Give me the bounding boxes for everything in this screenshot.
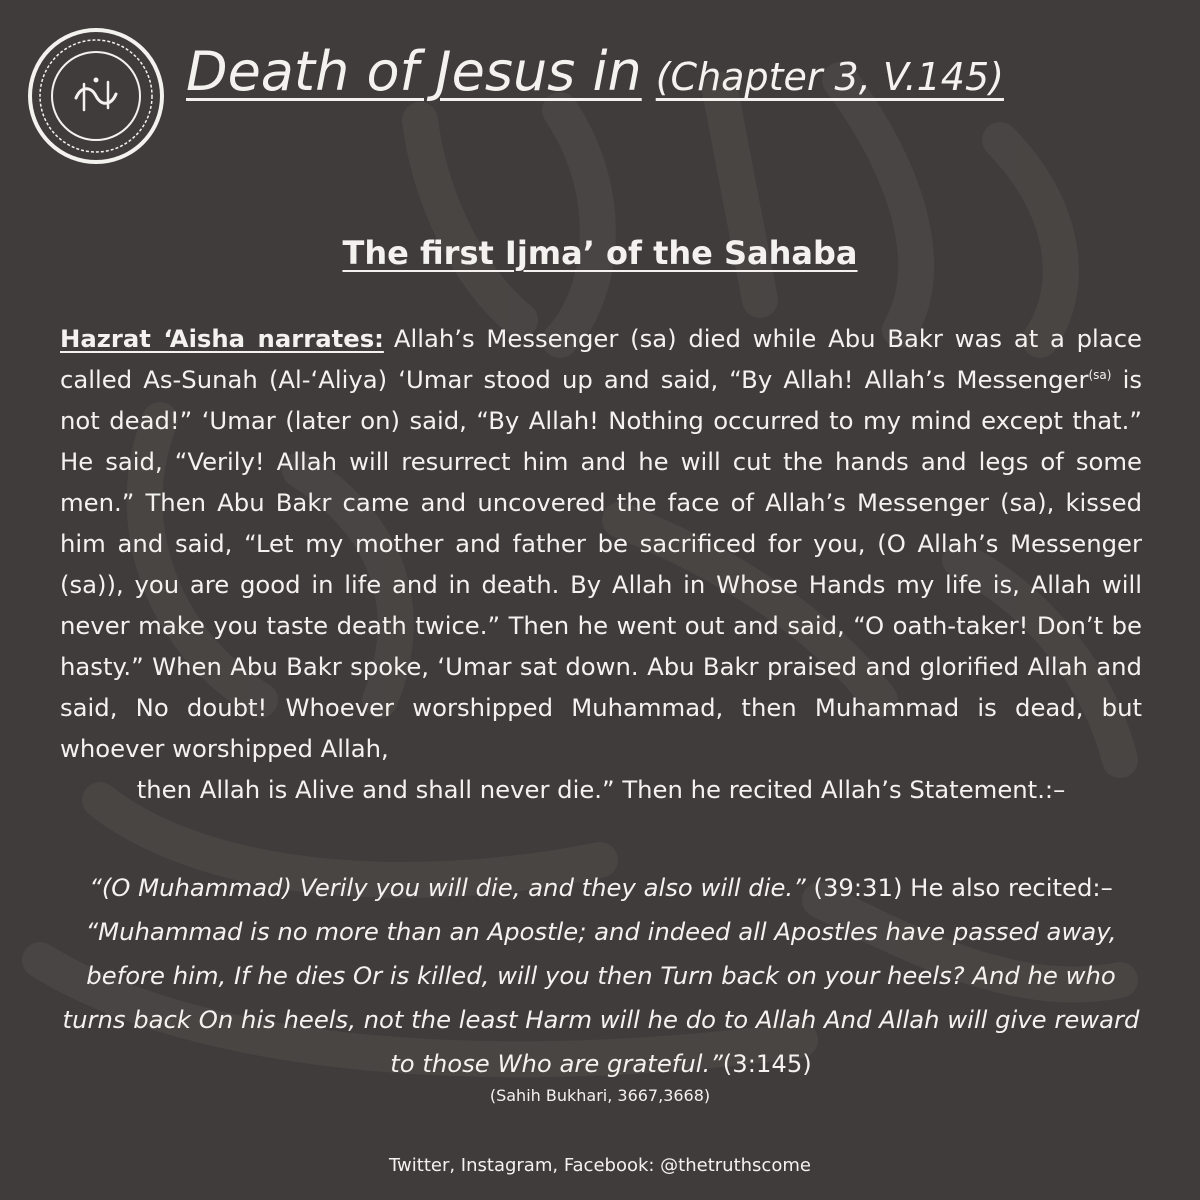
page-title: [186, 42, 1166, 101]
quote-line-1: [60, 866, 1142, 910]
title-main: Death of Jesus in: [186, 40, 642, 103]
narration-body: [60, 318, 1142, 810]
narration-text-3: then Allah is Alive and shall never die.” Then he recited Allah’s Statement.:–: [136, 775, 1066, 804]
narration-text-1: Allah’s Messenger (sa) died while Abu Bakr was at a place called As-Sunah (Al-‘Aliya) ‘Umar stood up and said, “By Allah! Allah’s Messenger: [60, 324, 1142, 394]
narration-superscript: (sa): [1088, 367, 1112, 382]
quote-3-145-ref: (3:145): [722, 1049, 812, 1078]
social-footer: Twitter, Instagram, Facebook: @thetruthscome: [389, 1155, 811, 1176]
section-heading: The first Ijma’ of the Sahaba: [342, 234, 858, 272]
quran-quotes: [60, 866, 1142, 1086]
seal-icon: [26, 26, 166, 166]
quote-39-31: “(O Muhammad) Verily you will die, and they also will die.”: [89, 873, 806, 902]
quote-3-145: “Muhammad is no more than an Apostle; and indeed all Apostles have passed away, before him, If he dies Or is killed, will you then Turn back on your heels? And he who turns back On his heels, not the least Harm will he do to Allah And Allah will give reward to those Who are grateful.”: [62, 917, 1140, 1078]
quote-line-2: [60, 910, 1142, 1086]
logo-seal: [26, 26, 166, 166]
source-reference: (Sahih Bukhari, 3667,3668): [489, 1086, 711, 1105]
narration-text-2: is not dead!” ‘Umar (later on) said, “By Allah! Nothing occurred to my mind except that.” He said, “Verily! Allah will resurrect him and he will cut the hands and legs of some men.” Then Abu Bakr came and uncovered the face of Allah’s Messenger (sa), kissed him and said, “Let my mother and father be sacrificed for you, (O Allah’s Messenger (sa)), you are good in life and in death. By Allah in Whose Hands my life is, Allah will never make you taste death twice.” Then he went out and said, “O oath-taker! Don’t be hasty.” When Abu Bakr spoke, ‘Umar sat down. Abu Bakr praised and glorified Allah and said, No doubt! Whoever worshipped Muhammad, then Muhammad is dead, but whoever worshipped Allah,: [60, 365, 1142, 763]
narrator-label: Hazrat ‘Aisha narrates:: [60, 324, 384, 353]
title-chapter: (Chapter 3, V.145): [655, 55, 1004, 99]
quote-39-31-ref: (39:31) He also recited:–: [805, 873, 1113, 902]
